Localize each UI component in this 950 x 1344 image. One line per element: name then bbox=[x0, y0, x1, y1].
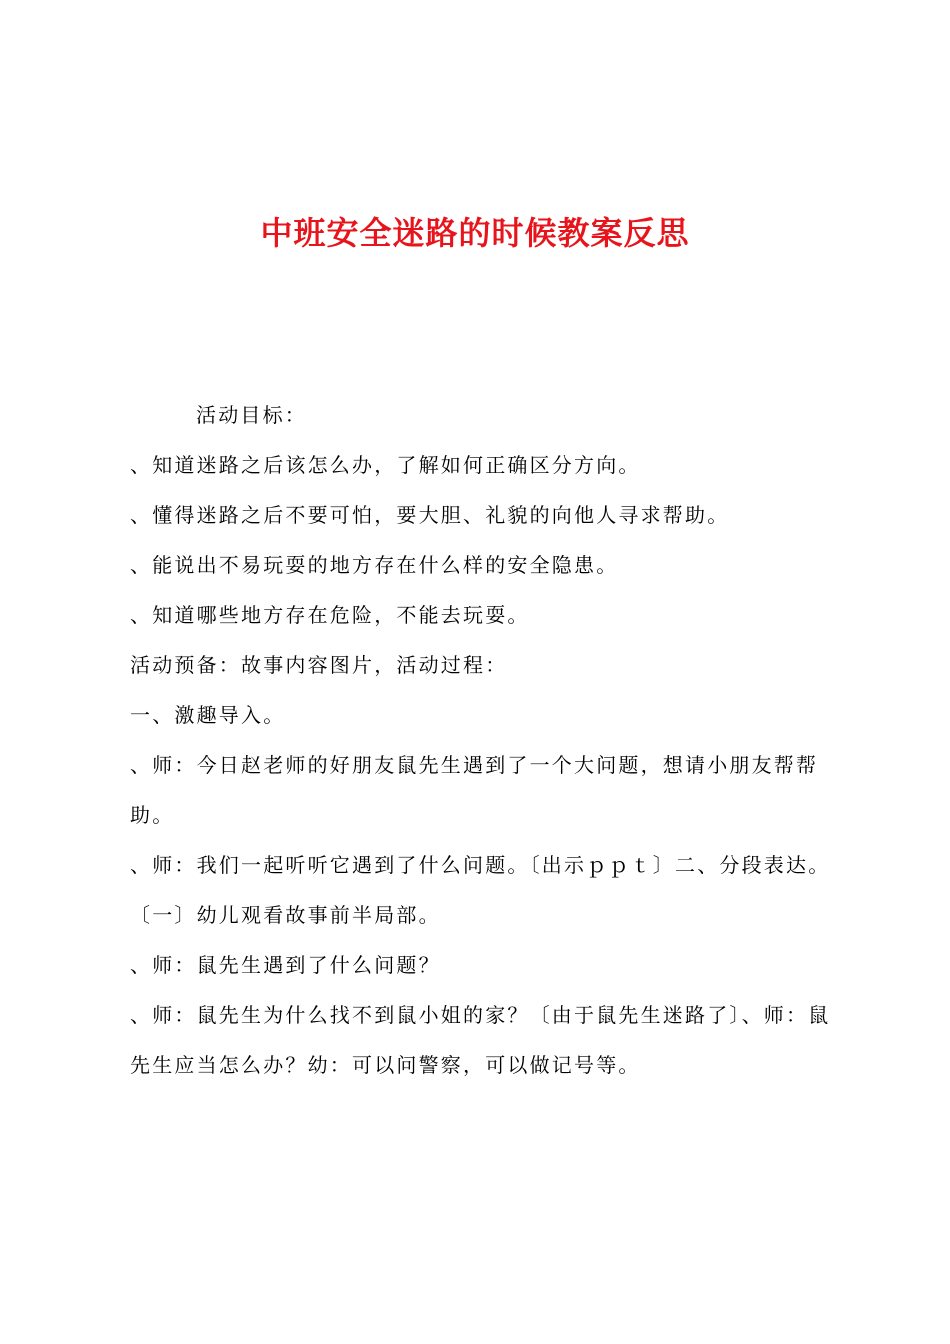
paragraph-teacher-4: 、师：鼠先生为什么找不到鼠小姐的家？〔由于鼠先生迷路了〕、师：鼠先生应当怎么办？幼：可以问警察，可以做记号等。 bbox=[130, 1003, 831, 1077]
paragraph-teacher-1: 、师：今日赵老师的好朋友鼠先生遇到了一个大问题，想请小朋友帮帮助。 bbox=[130, 753, 819, 827]
paragraph-goal-2: 、懂得迷路之后不要可怕，要大胆、礼貌的向他人寻求帮助。 bbox=[130, 503, 730, 527]
paragraph-preparation: 活动预备：故事内容图片，活动过程： bbox=[130, 653, 508, 677]
document-title: 中班安全迷路的时候教案反思 bbox=[260, 214, 690, 252]
paragraph-goal-3: 、能说出不易玩耍的地方存在什么样的安全隐患。 bbox=[130, 553, 619, 577]
paragraph-teacher-2: 、师：我们一起听听它遇到了什么问题。〔出示ｐｐｔ〕二、分段表达。 bbox=[130, 853, 831, 877]
paragraph-goal-1: 、知道迷路之后该怎么办，了解如何正确区分方向。 bbox=[130, 453, 641, 477]
document-body bbox=[130, 390, 832, 1090]
paragraph-section-1: 一、激趣导入。 bbox=[130, 703, 286, 727]
paragraph-activity-goals: 活动目标： bbox=[196, 403, 307, 427]
paragraph-teacher-3: 、师：鼠先生遇到了什么问题？ bbox=[130, 953, 441, 977]
paragraph-subsection-1: 〔一〕幼儿观看故事前半局部。 bbox=[130, 903, 441, 927]
paragraph-goal-4: 、知道哪些地方存在危险，不能去玩耍。 bbox=[130, 603, 530, 627]
